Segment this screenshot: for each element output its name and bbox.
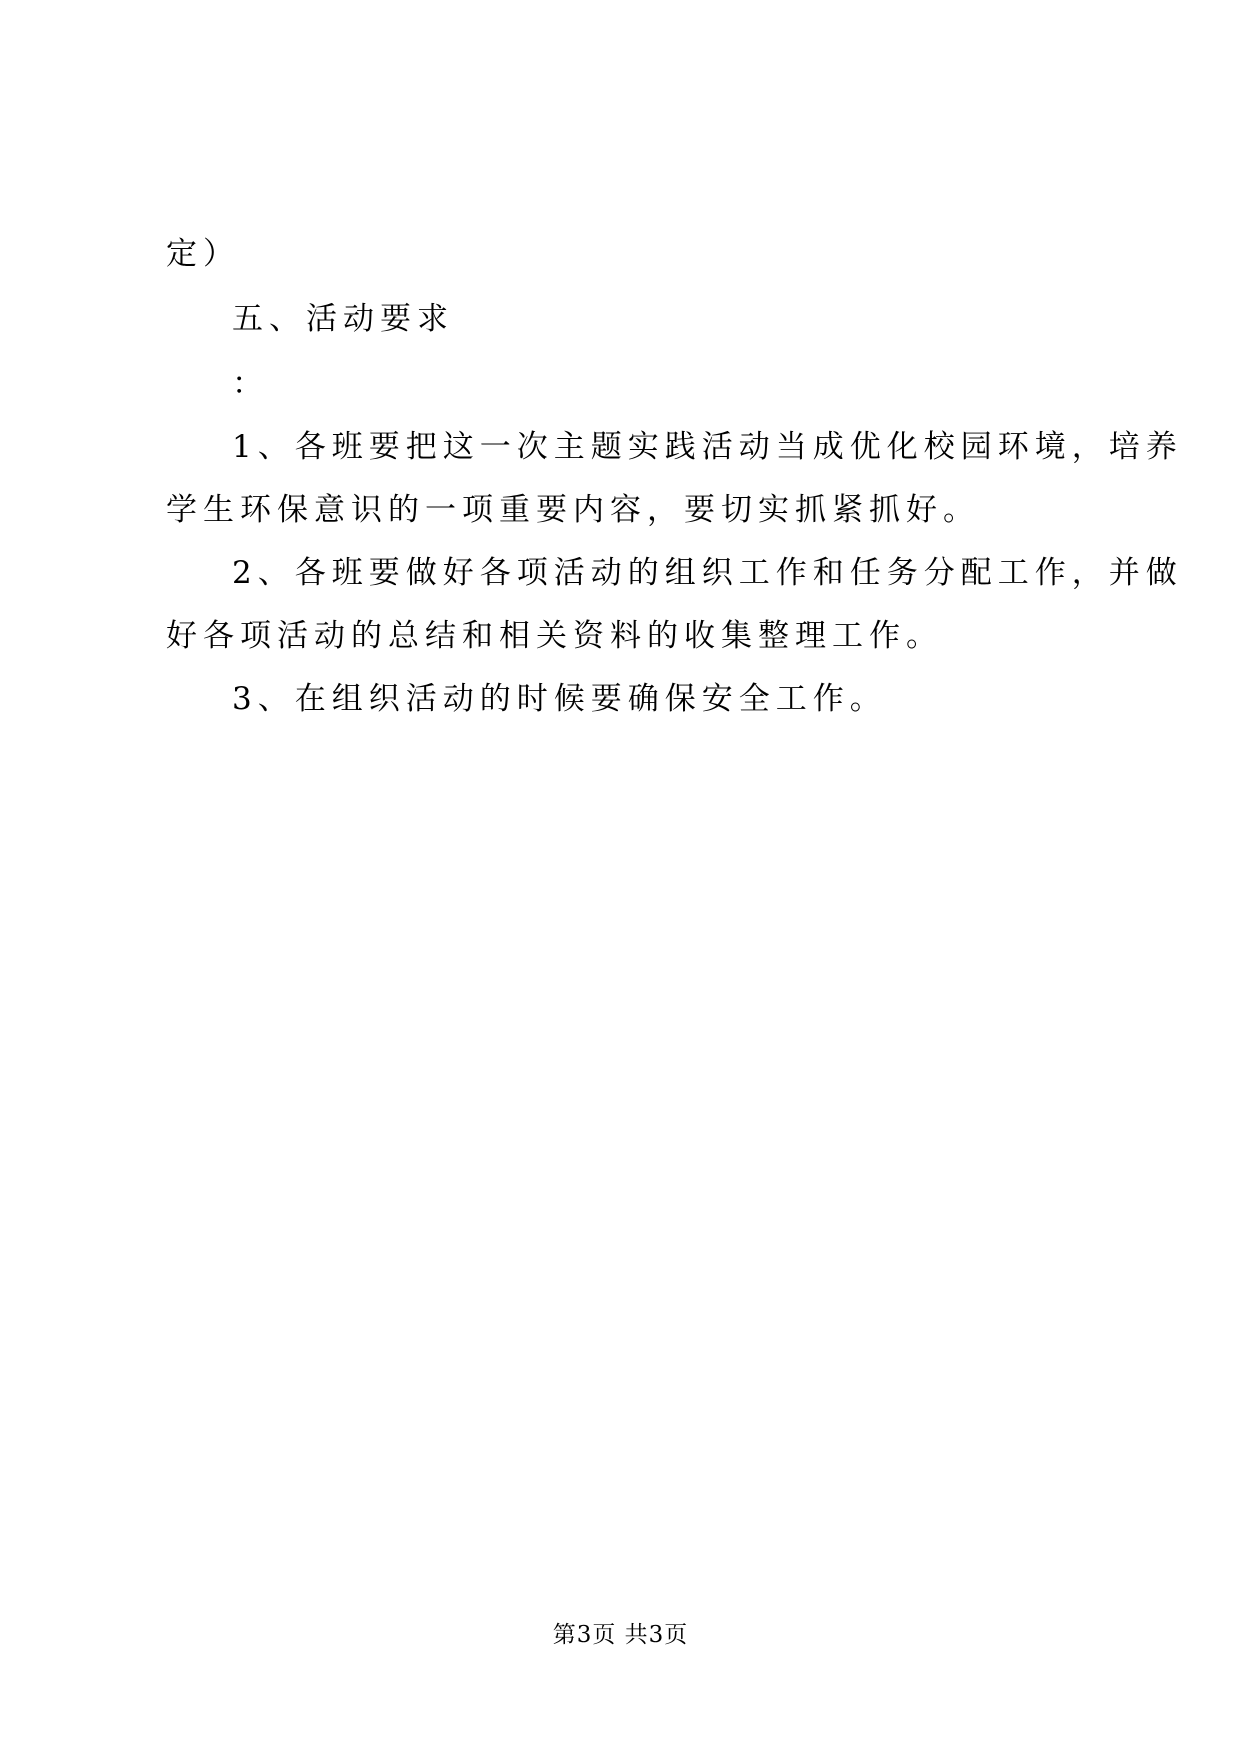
list-item-2-line-1: 2、各班要做好各项活动的组织工作和任务分配工作，并做 [232, 555, 1183, 591]
list-item-2-line-2: 好各项活动的总结和相关资料的收集整理工作。 [166, 618, 943, 654]
section-heading: 五、活动要求 [232, 301, 454, 337]
page-footer: 第3页 共3页 [552, 1622, 689, 1648]
list-item-3: 3、在组织活动的时候要确保安全工作。 [232, 681, 887, 717]
text-line-continuation: 定） [166, 236, 240, 272]
list-item-1-line-1: 1、各班要把这一次主题实践活动当成优化校园环境，培养 [232, 429, 1183, 465]
text-line-colon: ： [232, 366, 269, 402]
list-item-1-line-2: 学生环保意识的一项重要内容，要切实抓紧抓好。 [166, 492, 980, 528]
